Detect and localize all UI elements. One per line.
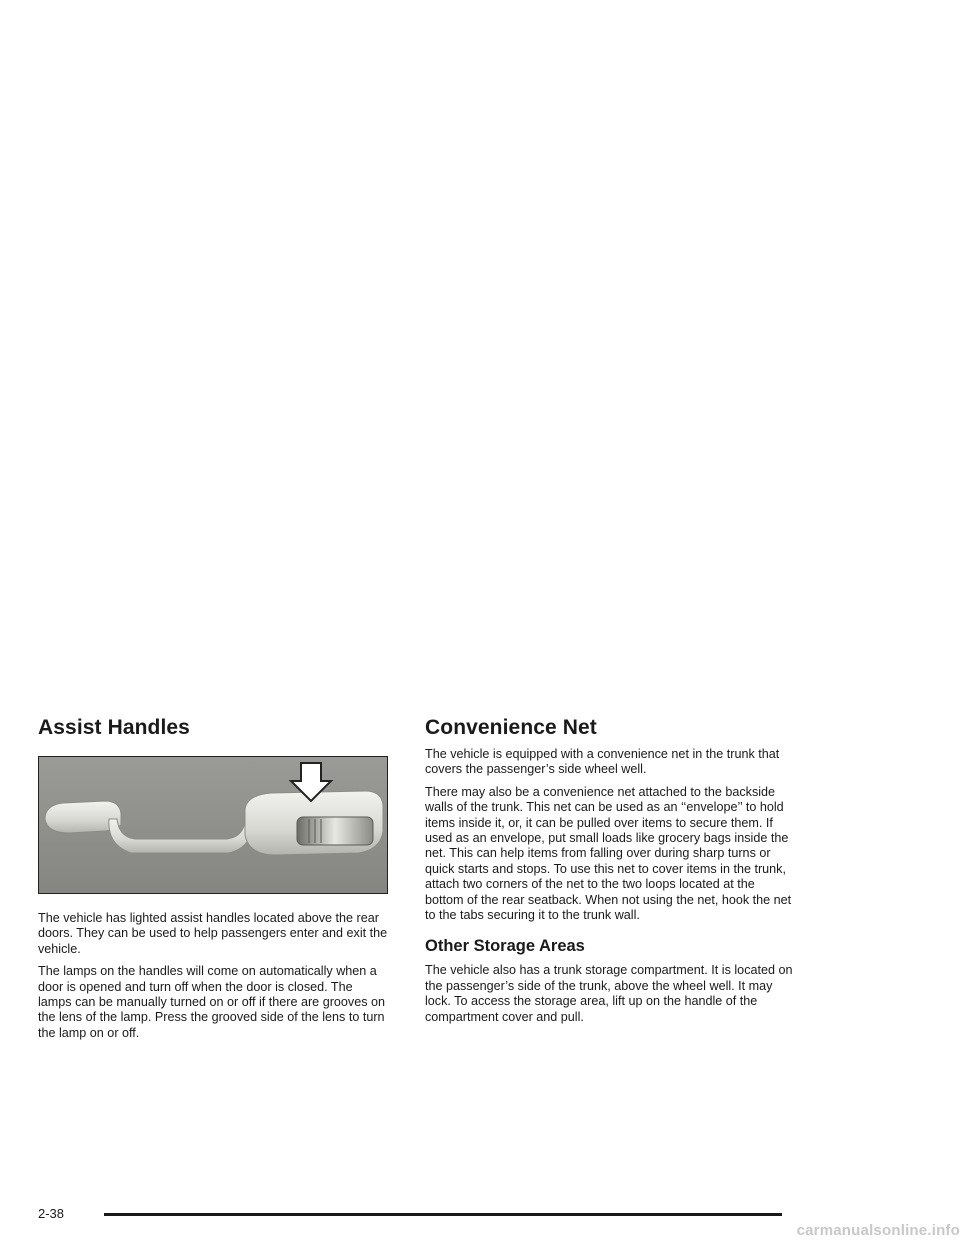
convenience-net-paragraph-2: There may also be a convenience net attached to the backside walls of the trunk. This net can be used as an ‘‘envelope’’ to hold items inside it, or, it can be pulled over items to secure them. If used as an envelope, put small loads like grocery bags inside the net. This can help items from falling over during sharp turns or quick starts and stops. To use this net to cover items in the trunk, attach two corners of the net to the two loops located at the bottom of the rear seatback. When not using the net, hook the net to the tabs securing it to the trunk wall. bbox=[425, 784, 792, 923]
page-number: 2-38 bbox=[38, 1206, 65, 1221]
watermark: carmanualsonline.info bbox=[796, 1222, 960, 1239]
assist-handles-paragraph-1: The vehicle has lighted assist handles located above the rear doors. They can be used to help passengers enter and exit the vehicle. bbox=[38, 911, 388, 956]
other-storage-heading: Other Storage Areas bbox=[425, 937, 585, 956]
convenience-net-heading: Convenience Net bbox=[425, 716, 597, 739]
other-storage-paragraph: The vehicle also has a trunk storage compartment. It is located on the passenger’s side of the trunk, above the wheel well. It may lock. To access the storage area, lift up on the handle of the compartment cover and pull. bbox=[425, 963, 793, 1024]
assist-handles-heading: Assist Handles bbox=[38, 716, 190, 739]
right-column bbox=[425, 714, 795, 1032]
assist-handle-photo bbox=[38, 756, 388, 894]
assist-handles-paragraph-2: The lamps on the handles will come on automatically when a door is opened and turn off when the door is closed. The lamps can be manually turned on or off if there are grooves on the lens of the lamp. Press the grooved side of the lens to turn the lamp on or off. bbox=[38, 964, 385, 1040]
left-column bbox=[38, 714, 388, 1048]
footer-rule bbox=[104, 1213, 782, 1216]
convenience-net-paragraph-1: The vehicle is equipped with a convenience net in the trunk that covers the passenger’s side wheel well. bbox=[425, 747, 780, 777]
